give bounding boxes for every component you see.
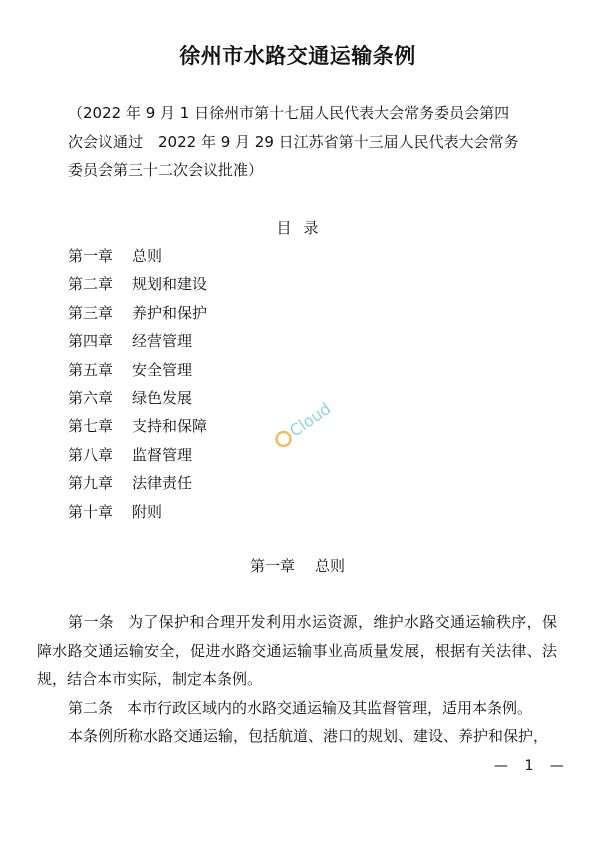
article-number: 第一条 (68, 613, 114, 631)
toc-chapter-title: 经营管理 (132, 332, 193, 351)
toc-chapter-number: 第九章 (68, 474, 114, 493)
article-number: 第二条 (68, 698, 114, 717)
toc-item (68, 441, 207, 469)
toc-item (68, 469, 207, 497)
toc-chapter-number: 第二章 (68, 275, 114, 294)
toc-chapter-title: 监督管理 (132, 445, 193, 464)
article-paragraph-continuation: 本条例所称水路交通运输，包括航道、港口的规划、建设、养护和保护， (68, 727, 549, 745)
toc-chapter-number: 第六章 (68, 389, 114, 408)
toc-item (68, 299, 207, 327)
toc-item (68, 242, 207, 270)
toc-item (68, 327, 207, 355)
toc-chapter-number: 第七章 (68, 417, 114, 436)
toc-item (68, 270, 207, 298)
adoption-note-line-1: （2022 年 9 月 1 日徐州市第十七届人民代表大会常务委员会第四 (68, 104, 510, 122)
article-paragraph (37, 694, 557, 723)
chapter-title: 总则 (315, 557, 346, 575)
toc-chapter-number: 第三章 (68, 303, 114, 322)
article-text: 为了保护和合理开发利用水运资源，维护水路交通运输秩序，保障水路交通运输安全，促进水路交通运输事业高质量发展，根据有关法律、法规，结合本市实际，制定本条例。 (37, 613, 557, 688)
toc-chapter-number: 第八章 (68, 445, 114, 464)
document-title: 徐州市水路交通运输条例 (179, 44, 416, 68)
watermark-text: Cloud (286, 398, 335, 441)
toc-chapter-title: 安全管理 (132, 360, 193, 379)
body-text (37, 608, 557, 751)
toc-item (68, 356, 207, 384)
toc-chapter-title: 支持和保障 (132, 417, 208, 436)
toc-chapter-title: 附则 (132, 502, 163, 521)
table-of-contents (68, 242, 207, 526)
toc-heading: 目录 (276, 219, 331, 237)
chapter-heading (0, 552, 595, 581)
toc-item (68, 498, 207, 526)
toc-chapter-number: 第五章 (68, 360, 114, 379)
toc-chapter-number: 第四章 (68, 332, 114, 351)
toc-chapter-number: 第十章 (68, 502, 114, 521)
cloud-watermark-logo (262, 385, 342, 455)
toc-chapter-title: 总则 (132, 247, 163, 265)
article-text: 本市行政区域内的水路交通运输及其监督管理，适用本条例。 (127, 698, 533, 717)
toc-chapter-number: 第一章 (68, 247, 114, 265)
toc-chapter-title: 绿色发展 (132, 389, 193, 408)
page-number: — 1 — (494, 758, 570, 774)
article-paragraph (37, 608, 557, 694)
toc-chapter-title: 养护和保护 (132, 303, 208, 322)
chapter-number: 第一章 (249, 557, 295, 575)
toc-item (68, 384, 207, 412)
toc-item (68, 412, 207, 440)
toc-chapter-title: 规划和建设 (132, 275, 208, 294)
adoption-note-line-2: 次会议通过 2022 年 9 月 29 日江苏省第十三届人民代表大会常务 (68, 133, 519, 151)
toc-chapter-title: 法律责任 (132, 474, 193, 493)
adoption-note-line-3: 委员会第三十二次会议批准） (68, 161, 264, 179)
